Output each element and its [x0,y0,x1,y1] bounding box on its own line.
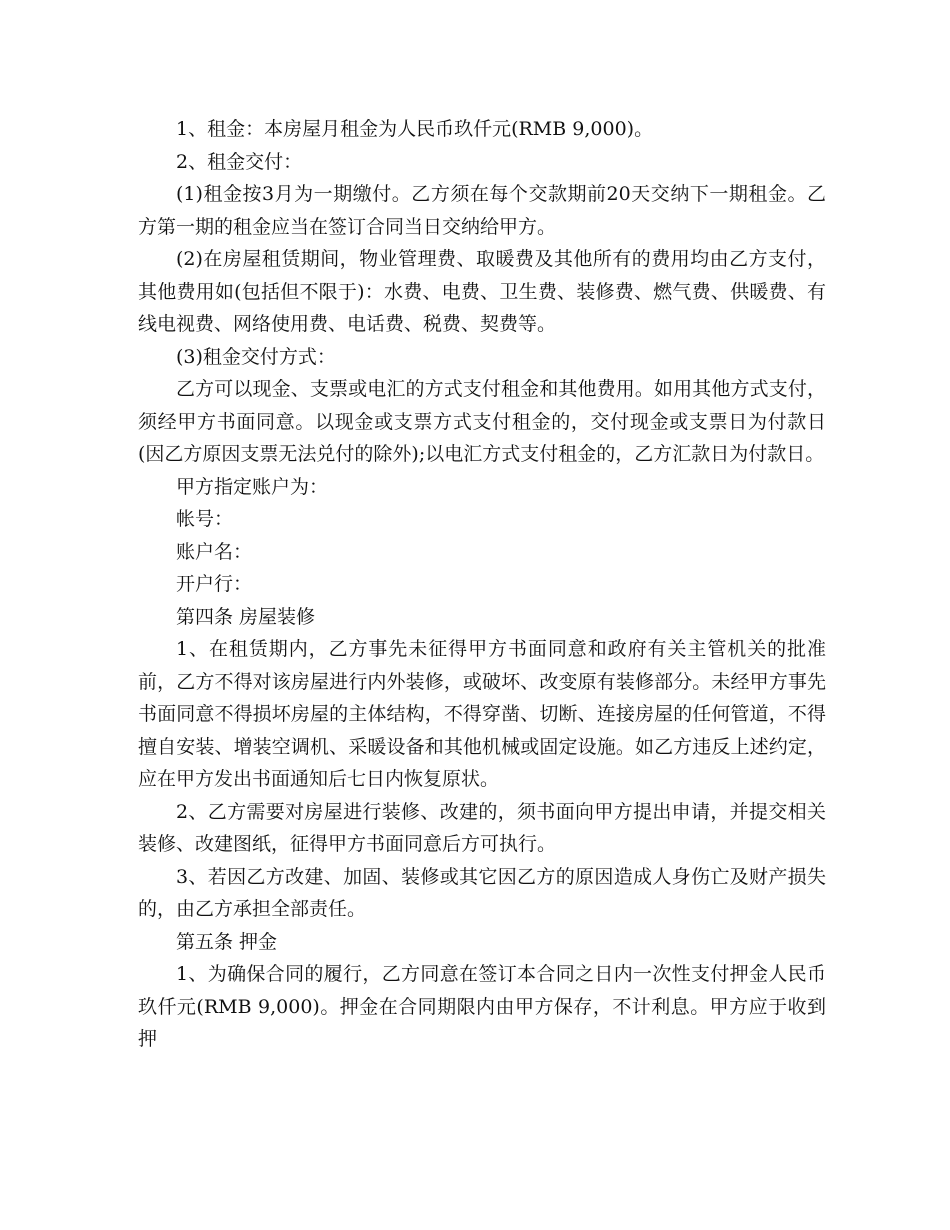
paragraph-account-number: 帐号： [176,508,234,530]
paragraph-account-name: 账户名： [176,540,253,563]
paragraph-other-fees: (2)在房屋租赁期间，物业管理费、取暖费及其他所有的费用均由乙方支付，其他费用如(包括但不限于)：水费、电费、卫生费、装修费、燃气费、供暖费、有线电视费、网络使用费、电话费、税费、契费等。 [138,248,826,335]
document-page [138,113,826,1056]
paragraph-renovation-application: 2、乙方需要对房屋进行装修、改建的，须书面向甲方提出申请，并提交相关装修、改建图纸，征得甲方书面同意后方可执行。 [138,800,826,855]
paragraph-designated-account: 甲方指定账户为： [176,475,329,498]
paragraph-rent-amount: 1、租金：本房屋月租金为人民币玖仟元(RMB 9,000)。 [176,118,654,140]
paragraph-payment-period: (1)租金按3月为一期缴付。乙方须在每个交款期前20天交纳下一期租金。乙方第一期的租金应当在签订合同当日交纳给甲方。 [138,183,826,238]
paragraph-renovation-restrictions: 1、在租赁期内，乙方事先未征得甲方书面同意和政府有关主管机关的批准前，乙方不得对该房屋进行内外装修，或破坏、改变原有装修部分。未经甲方事先书面同意不得损坏房屋的主体结构，不得穿凿、切断、连接房屋的任何管道，不得擅自安装、增装空调机、采暖设备和其他机械或固定设施。如乙方违反上述约定，应在甲方发出书面通知后七日内恢复原状。 [138,638,826,790]
paragraph-bank: 开户行： [176,573,253,595]
paragraph-payment-method: 乙方可以现金、支票或电汇的方式支付租金和其他费用。如用其他方式支付，须经甲方书面同意。以现金或支票方式支付租金的，交付现金或支票日为付款日(因乙方原因支票无法兑付的除外);以电汇方式支付租金的，乙方汇款日为付款日。 [138,378,826,465]
paragraph-payment-method-heading: (3)租金交付方式： [176,345,336,368]
paragraph-rent-payment-heading: 2、租金交付： [176,150,303,173]
paragraph-renovation-liability: 3、若因乙方改建、加固、装修或其它因乙方的原因造成人身伤亡及财产损失的，由乙方承担全部责任。 [138,865,826,920]
section-heading-article-5: 第五条 押金 [176,930,278,953]
paragraph-deposit: 1、为确保合同的履行，乙方同意在签订本合同之日内一次性支付押金人民币玖仟元(RMB 9,000)。押金在合同期限内由甲方保存，不计利息。甲方应于收到押 [138,963,826,1050]
section-heading-article-4: 第四条 房屋装修 [176,605,316,628]
